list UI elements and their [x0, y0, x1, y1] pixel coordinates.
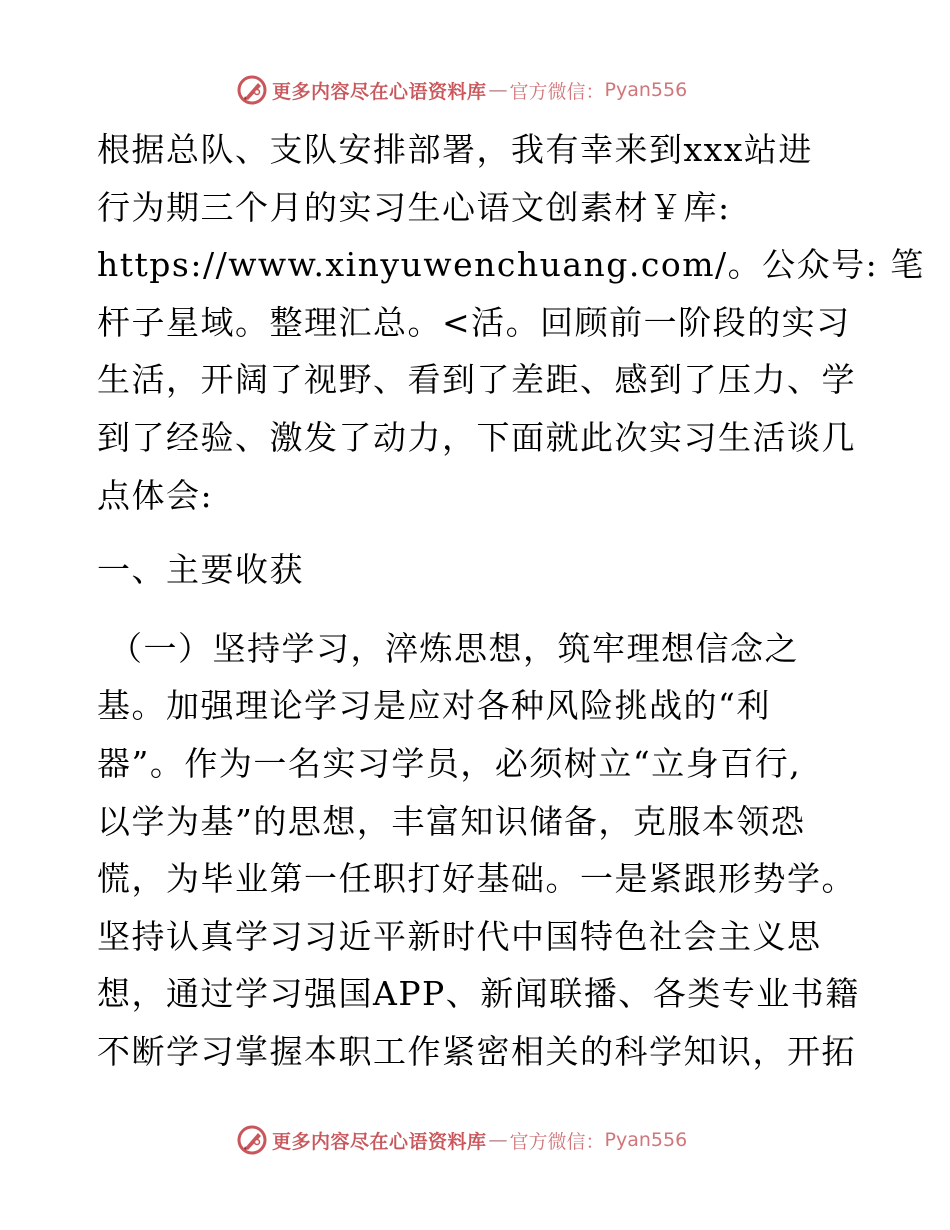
text-line: 坚持认真学习习近平新时代中国特色社会主义思 — [97, 916, 822, 956]
text-line: 基。加强理论学习是应对各种风险挑战的“利 — [97, 686, 771, 726]
text-line: （一）坚持学习，淬炼思想，筑牢理想信念之 — [109, 628, 799, 668]
footer-dash: — — [488, 1129, 508, 1151]
text-line: 杆子星域。整理汇总。<活。回顾前一阶段的实习 — [97, 302, 851, 342]
text-line: 以学为基”的思想，丰富知识储备，克服本领恐 — [97, 801, 806, 841]
header-banner — [236, 73, 687, 107]
paragraph-intro — [97, 121, 925, 524]
text-line: 生活，开阔了视野、看到了差距、感到了压力、学 — [97, 360, 856, 400]
footer-banner — [236, 1123, 687, 1157]
text-line: 点体会: — [97, 475, 214, 515]
header-site-text: 更多内容尽在心语资料库 — [272, 80, 487, 103]
text-line: 到了经验、激发了动力，下面就此次实习生活谈几 — [97, 417, 856, 457]
paragraph-gap — [97, 524, 857, 541]
document-body — [97, 121, 925, 1081]
header-dash: — — [488, 79, 508, 101]
header-wechat-label: 官方微信： — [509, 80, 605, 103]
section-heading: 一、主要收获 — [97, 550, 304, 590]
text-line: 慌，为毕业第一任职打好基础。一是紧跟形势学。 — [97, 859, 856, 899]
pen-logo-icon — [236, 1124, 268, 1156]
text-line: https://www.xinyuwenchuang.com/。公众号: 笔 — [97, 245, 925, 285]
text-line: 不断学习掌握本职工作紧密相关的科学知识，开拓 — [97, 1031, 856, 1071]
footer-site-text: 更多内容尽在心语资料库 — [272, 1130, 487, 1153]
header-wechat-id: Pyan556 — [604, 79, 688, 101]
text-line: 器”。作为一名实习学员，必须树立“立身百行, — [97, 743, 802, 783]
text-line: 行为期三个月的实习生心语文创素材￥库: — [97, 187, 731, 227]
pen-logo-icon — [236, 74, 268, 106]
text-line: 根据总队、支队安排部署，我有幸来到xxx站进 — [97, 130, 813, 169]
footer-wechat-id: Pyan556 — [604, 1129, 688, 1151]
paragraph-gains — [97, 620, 860, 1081]
paragraph-gap — [97, 599, 857, 620]
footer-wechat-label: 官方微信： — [509, 1130, 605, 1153]
text-line: 想，通过学习强国APP、新闻联播、各类专业书籍 — [97, 974, 860, 1014]
